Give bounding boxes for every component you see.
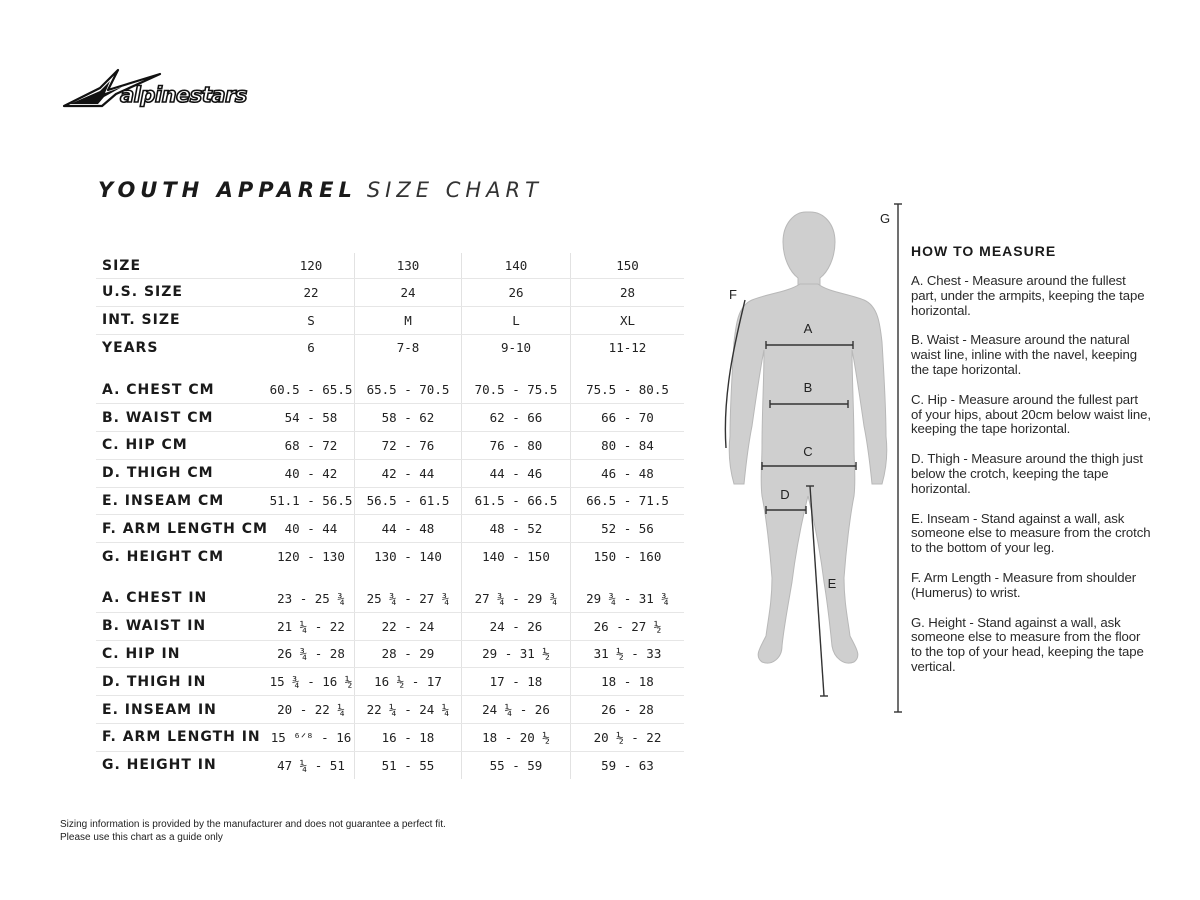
row-label: D. THIGH CM [96,459,268,487]
table-row [96,585,684,612]
cell: 29 ¾ - 31 ¾ [571,585,685,612]
cell: 150 - 160 [571,543,685,570]
cell: 26 ¾ - 28 [268,640,355,668]
cell: 75.5 - 80.5 [571,376,685,403]
row-label: B. WAIST CM [96,404,268,432]
row-label: B. WAIST IN [96,612,268,640]
cell: 42 - 44 [355,459,462,487]
cell: 22 ¼ - 24 ¼ [355,696,462,724]
cell: 44 - 46 [462,459,571,487]
howto-item-hip: C. Hip - Measure around the fullest part of your hips, about 20cm below waist line, keeping the tape horizontal. [911,391,1151,437]
howto-item-height: G. Height - Stand against a wall, ask someone else to measure from the floor to the top of your head, keeping the tape vertical. [911,614,1144,674]
table-row [96,253,684,279]
table-gap [96,361,684,376]
cell: 29 - 31 ½ [462,640,571,668]
title-bold: YOUTH APPAREL [98,178,357,202]
cell: 18 - 20 ½ [462,723,571,751]
cell: 23 - 25 ¾ [268,585,355,612]
cell: 44 - 48 [355,515,462,543]
table-row [96,459,684,487]
table-row [96,612,684,640]
table-row [96,431,684,459]
cell: 130 - 140 [355,543,462,570]
cell: 28 - 29 [355,640,462,668]
cell: 16 ½ - 17 [355,668,462,696]
cell: 31 ½ - 33 [571,640,685,668]
howto-item-arm-length: F. Arm Length - Measure from shoulder (Humerus) to wrist. [911,569,1136,600]
cell: 16 - 18 [355,723,462,751]
cell: 40 - 44 [268,515,355,543]
cell: 130 [355,253,462,279]
disclaimer [60,819,446,844]
cell: 26 - 28 [571,696,685,724]
howto-title: HOW TO MEASURE [911,243,1057,259]
cell: 40 - 42 [268,459,355,487]
label-e: E [827,576,837,591]
table-row [96,640,684,668]
cell: 59 - 63 [571,751,685,778]
cell: 62 - 66 [462,404,571,432]
cell: 150 [571,253,685,279]
cell: XL [571,306,685,334]
cell: 24 ¼ - 26 [462,696,571,724]
cell: 20 ½ - 22 [571,723,685,751]
size-chart-table [96,253,684,779]
label-c: C [803,444,813,459]
label-f: F [729,287,737,302]
cell: 120 - 130 [277,549,345,565]
disclaimer-line-2: Please use this chart as a guide only [60,831,223,843]
cell: 26 - 27 ½ [571,612,685,640]
table-row [96,515,684,543]
cell: 55 - 59 [462,751,571,778]
cell: 80 - 84 [571,431,685,459]
how-to-measure [911,243,1151,690]
howto-item-inseam: E. Inseam - Stand against a wall, ask someone else to measure from the crotch to the bottom of your leg. [911,510,1151,556]
cell: L [462,306,571,334]
cell: 7-8 [355,334,462,361]
row-label: E. INSEAM CM [96,487,268,515]
row-label: D. THIGH IN [96,668,268,696]
logo-wordmark: alpinestars [120,83,247,107]
cell: 24 [355,279,462,307]
alpinestars-star-icon [60,64,270,112]
table-row [96,696,684,724]
cell: 51.1 - 56.5 [268,487,355,515]
cell: 26 [462,279,571,307]
label-d: D [780,487,790,502]
row-label: F. ARM LENGTH IN [96,723,268,751]
cell: 17 - 18 [462,668,571,696]
cell: S [268,306,355,334]
howto-item-thigh: D. Thigh - Measure around the thigh just below the crotch, keeping the tape horizontal. [911,451,1143,496]
row-label: INT. SIZE [96,306,268,334]
figure-head [783,212,835,294]
table-row [96,751,684,778]
row-label: C. HIP CM [96,431,268,459]
cell: 72 - 76 [355,431,462,459]
row-label: G. HEIGHT IN [102,757,217,774]
label-b: B [803,380,813,395]
cell: 140 - 150 [462,543,571,570]
row-label: A. CHEST IN [96,585,268,612]
cell: 52 - 56 [571,515,685,543]
cell: 76 - 80 [462,431,571,459]
row-label: G. HEIGHT CM [102,548,225,565]
title-light: SIZE CHART [366,178,543,202]
cell: 20 - 22 ¼ [268,696,355,724]
cell: 58 - 62 [355,404,462,432]
howto-item-chest: A. Chest - Measure around the fullest part, under the armpits, keeping the tape horizontal. [911,273,1145,318]
cell: 28 [571,279,685,307]
cell: 66.5 - 71.5 [571,487,685,515]
cell: 68 - 72 [268,431,355,459]
cell: 9-10 [462,334,571,361]
table-row [96,404,684,432]
row-label: YEARS [102,339,159,356]
table-row [96,543,684,570]
label-a: A [803,321,813,336]
cell: 15 ⁶ᐟ⁸ - 16 [268,723,355,751]
table-row [96,334,684,361]
cell: 25 ¾ - 27 ¾ [355,585,462,612]
cell: 61.5 - 66.5 [462,487,571,515]
cell: 18 - 18 [571,668,685,696]
cell: 56.5 - 61.5 [355,487,462,515]
table-row [96,487,684,515]
body-measurement-figure [718,200,918,720]
table-row [96,723,684,751]
table-row [96,376,684,403]
row-label: A. CHEST CM [96,376,268,403]
cell: M [355,306,462,334]
row-label: SIZE [96,253,268,279]
cell: 54 - 58 [268,404,355,432]
cell: 60.5 - 65.5 [268,376,355,403]
table-row [96,279,684,307]
row-label: F. ARM LENGTH CM [96,515,268,543]
row-label: C. HIP IN [96,640,268,668]
cell: 140 [462,253,571,279]
cell: 22 - 24 [355,612,462,640]
cell: 46 - 48 [571,459,685,487]
cell: 27 ¾ - 29 ¾ [462,585,571,612]
table-row [96,306,684,334]
label-g: G [879,211,891,226]
cell: 47 ¼ - 51 [277,757,345,773]
cell: 66 - 70 [571,404,685,432]
cell: 21 ¼ - 22 [268,612,355,640]
disclaimer-line-1: Sizing information is provided by the manufacturer and does not guarantee a perfect fit. [60,819,446,830]
table-gap [96,570,684,585]
cell: 65.5 - 70.5 [355,376,462,403]
alpinestars-logo [60,64,270,112]
cell: 48 - 52 [462,515,571,543]
cell: 11-12 [571,334,685,361]
row-label: E. INSEAM IN [96,696,268,724]
page-title [98,178,543,202]
table-row [96,668,684,696]
cell: 24 - 26 [462,612,571,640]
body-silhouette-icon [718,200,918,720]
cell: 15 ¾ - 16 ½ [268,668,355,696]
cell: 22 [268,279,355,307]
howto-item-waist: B. Waist - Measure around the natural waist line, inline with the navel, keeping the tape horizontal. [911,332,1137,377]
cell: 70.5 - 75.5 [462,376,571,403]
cell: 120 [268,253,355,279]
row-label: U.S. SIZE [96,279,268,307]
cell: 51 - 55 [355,751,462,778]
cell: 6 [307,340,315,356]
figure-body [729,284,887,663]
